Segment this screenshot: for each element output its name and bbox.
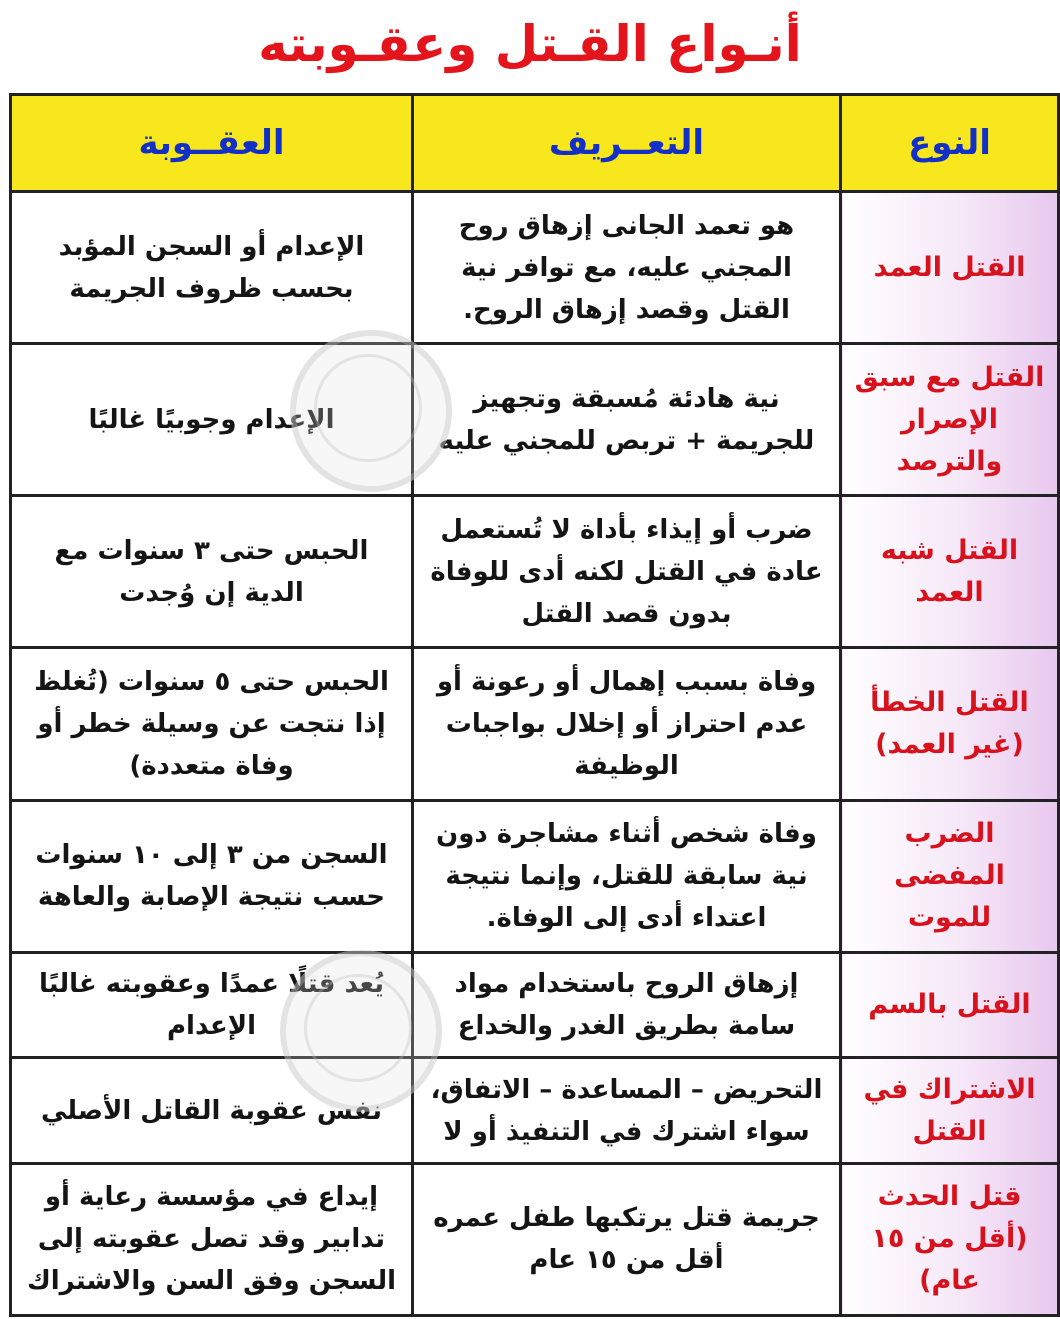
row-penalty: يُعد قتلًا عمدًا وعقوبته غالبًا الإعدام [11, 952, 413, 1058]
row-penalty: الحبس حتى ٣ سنوات مع الدية إن وُجدت [11, 496, 413, 648]
row-type: القتل بالسم [841, 952, 1059, 1058]
row-type: القتل الخطأ (غير العمد) [841, 648, 1059, 800]
row-penalty: إيداع في مؤسسة رعاية أو تدابير وقد تصل عقوبته إلى السجن وفق السن والاشتراك [11, 1163, 413, 1315]
table-row [11, 1058, 1059, 1164]
punishment-table [9, 93, 1057, 1317]
row-definition: وفاة بسبب إهمال أو رعونة أو عدم احتراز أو إخلال بواجبات الوظيفة [413, 648, 841, 800]
row-type: الضرب المفضى للموت [841, 800, 1059, 952]
row-penalty: السجن من ٣ إلى ١٠ سنوات حسب نتيجة الإصابة والعاهة [11, 800, 413, 952]
row-definition: التحريض – المساعدة – الاتفاق، سواء اشترك في التنفيذ أو لا [413, 1058, 841, 1164]
row-type: قتل الحدث (أقل من ١٥ عام) [841, 1163, 1059, 1315]
header-definition: التعــريف [413, 95, 841, 192]
row-definition: جريمة قتل يرتكبها طفل عمره أقل من ١٥ عام [413, 1163, 841, 1315]
table-row [11, 800, 1059, 952]
table-row [11, 496, 1059, 648]
row-penalty: نفس عقوبة القاتل الأصلي [11, 1058, 413, 1164]
row-definition: هو تعمد الجانى إزهاق روح المجني عليه، مع توافر نية القتل وقصد إزهاق الروح. [413, 192, 841, 344]
row-definition: ضرب أو إيذاء بأداة لا تُستعمل عادة في القتل لكنه أدى للوفاة بدون قصد القتل [413, 496, 841, 648]
row-type: القتل شبه العمد [841, 496, 1059, 648]
row-type: الاشتراك في القتل [841, 1058, 1059, 1164]
table-row [11, 952, 1059, 1058]
table-row [11, 648, 1059, 800]
header-type: النوع [841, 95, 1059, 192]
page-title: أنـواع القـتل وعقـوبته [258, 15, 802, 73]
table-header-row [11, 95, 1059, 192]
header-penalty: العقــوبة [11, 95, 413, 192]
row-definition: وفاة شخص أثناء مشاجرة دون نية سابقة للقتل، وإنما نتيجة اعتداء أدى إلى الوفاة. [413, 800, 841, 952]
table-row [11, 344, 1059, 496]
row-type: القتل مع سبق الإصرار والترصد [841, 344, 1059, 496]
row-type: القتل العمد [841, 192, 1059, 344]
table-row [11, 1163, 1059, 1315]
row-penalty: الحبس حتى ٥ سنوات (تُغلظ إذا نتجت عن وسيلة خطر أو وفاة متعددة) [11, 648, 413, 800]
row-penalty: الإعدام وجوبيًا غالبًا [11, 344, 413, 496]
table-row [11, 192, 1059, 344]
row-definition: إزهاق الروح باستخدام مواد سامة بطريق الغدر والخداع [413, 952, 841, 1058]
row-definition: نية هادئة مُسبقة وتجهيز للجريمة + تربص للمجني عليه [413, 344, 841, 496]
row-penalty: الإعدام أو السجن المؤبد بحسب ظروف الجريمة [11, 192, 413, 344]
